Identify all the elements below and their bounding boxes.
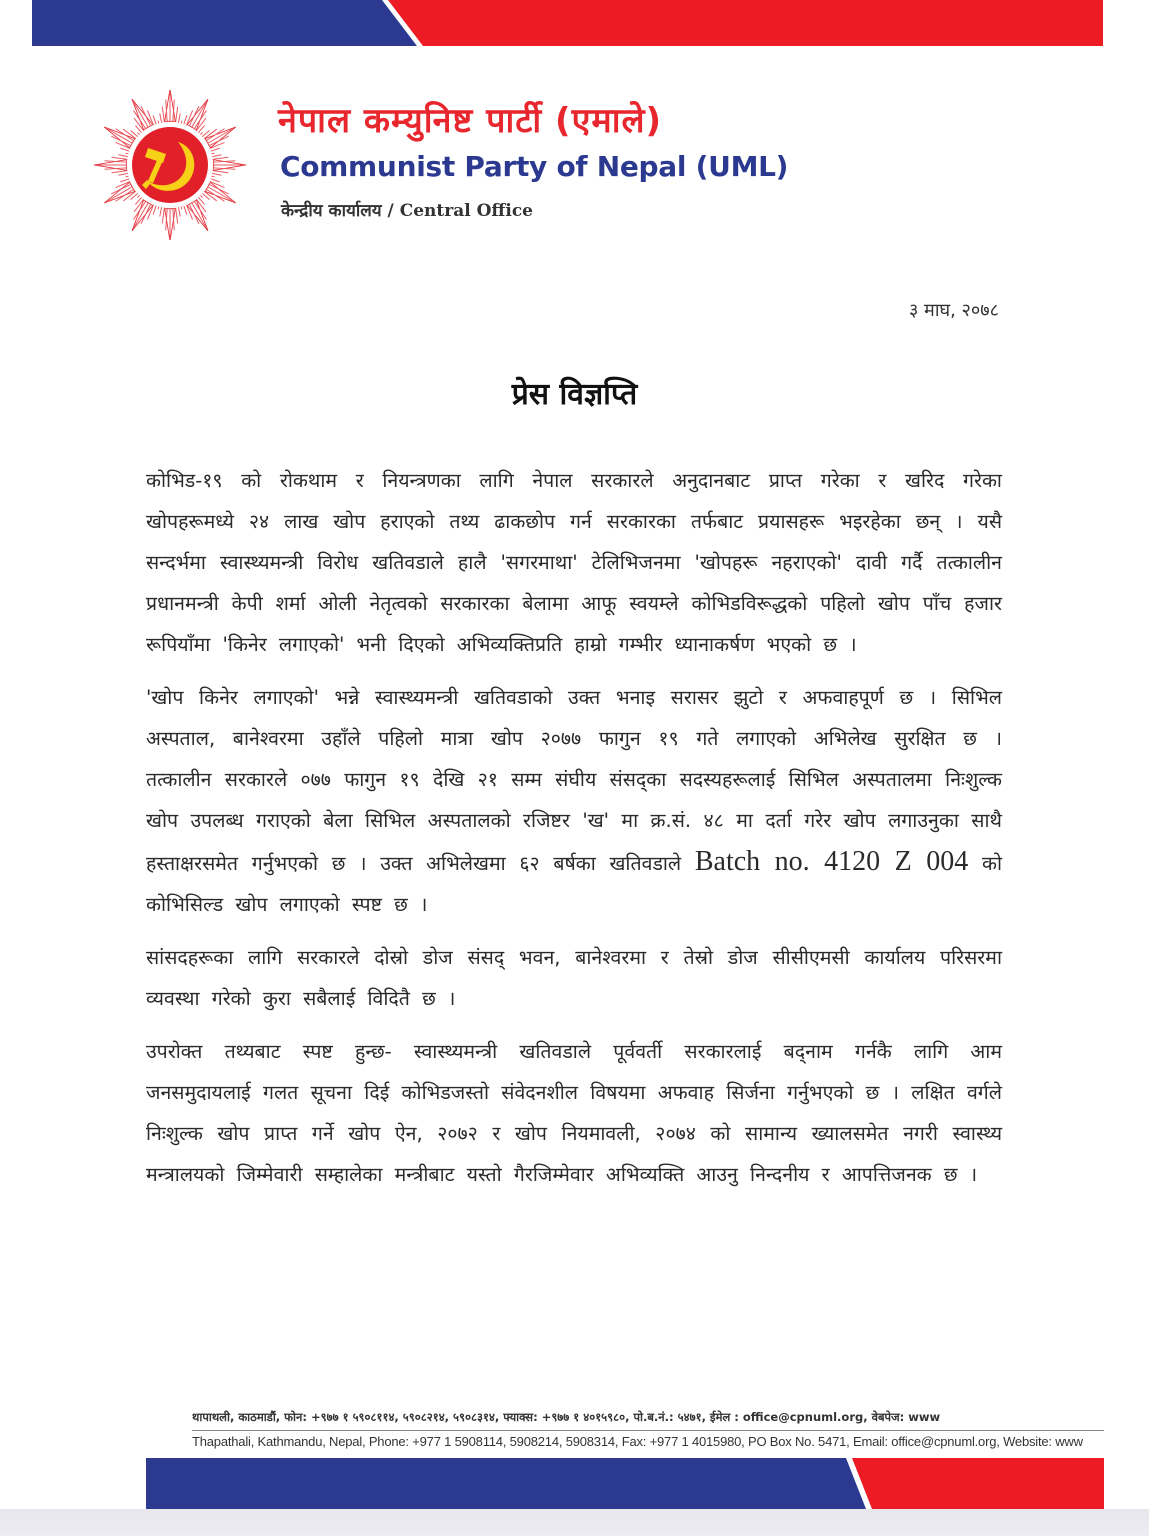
header-color-band: [32, 0, 1103, 46]
document-title: प्रेस विज्ञप्ति: [511, 377, 638, 412]
sun-ray: [212, 153, 215, 154]
sun-ray: [166, 208, 167, 230]
sun-ray: [178, 207, 180, 216]
sun-ray: [213, 157, 229, 159]
sun-ray: [153, 206, 156, 215]
sun-ray: [160, 114, 162, 123]
logo-red-disc: [132, 127, 208, 203]
sun-ray: [184, 115, 187, 124]
sun-ray: [200, 195, 202, 197]
sun-ray: [115, 181, 130, 187]
sun-ray: [147, 205, 153, 220]
sun-ray: [115, 142, 130, 148]
sun-ray: [137, 195, 139, 197]
sun-ray: [153, 115, 156, 124]
sun-ray: [212, 173, 221, 175]
sun-ray: [176, 107, 178, 123]
page-bottom-shadow: [0, 1509, 1149, 1536]
footer-band-blue: [146, 1458, 866, 1509]
sun-ray: [126, 176, 129, 177]
party-logo: [86, 90, 254, 240]
sun-ray: [126, 153, 129, 154]
sun-ray: [184, 206, 187, 215]
paragraph-2-text: 'खोप किनेर लगाएको' भन्ने स्वास्थ्यमन्त्री खतिवडाको उक्त भनाइ सरासर झुटो र अफवाहपूर्ण छ । सिभिल अस्पताल, बानेश्वरमा उहाँले पहिलो मात्रा खोप २०७७ फागुन १९ गते लगाएको अभिलेख सुरक्षित छ । तत्कालीन सरकारले ०७७ फागुन १९ देखि २१ सम्म संघीय संसद्का सदस्यहरूलाई सिभिल अस्पतालमा निःशुल्क खोप उपलब्ध गराएको बेला सिभिल अस्पतालको रजिष्टर 'ख' मा क्र.सं. ४८ मा दर्ता गरेर खोप लगाउनुका साथै हस्ताक्षरसमेत गर्नुभएको छ । उक्त अभिलेखमा ६२ बर्षका खतिवडाले: [146, 686, 1002, 875]
sun-ray: [176, 208, 178, 224]
document-body: [146, 460, 1002, 1207]
sun-ray: [212, 176, 215, 177]
sun-ray: [186, 205, 192, 220]
sun-ray: [173, 208, 174, 230]
sun-ray: [212, 155, 221, 157]
sun-ray: [181, 121, 182, 124]
sun-ray: [158, 207, 159, 210]
sun-ray: [112, 171, 128, 173]
office-label: [281, 198, 533, 221]
sun-ray: [147, 110, 153, 125]
sun-ray: [112, 157, 128, 159]
document-date: ३ माघ, २०७८: [908, 300, 999, 321]
paragraph-3: सांसदहरूका लागि सरकारले दोस्रो डोज संसद् भवन, बानेश्वरमा र तेस्रो डोज सीसीएमसी कार्यालय परिसरमा व्यवस्था गरेको कुरा सबैलाई विदितै छ ।: [146, 946, 1002, 1010]
sun-ray: [162, 107, 164, 123]
sun-ray: [210, 181, 225, 187]
sun-ray: [160, 207, 162, 216]
footer-divider: [192, 1430, 1104, 1431]
sun-ray: [173, 100, 174, 122]
sun-ray: [213, 168, 235, 169]
sun-ray: [166, 100, 167, 122]
party-name-nepali: नेपाल कम्युनिष्ट पार्टी (एमाले): [278, 101, 663, 141]
paragraph-2: [146, 677, 1002, 925]
header-band-red: [388, 0, 1103, 46]
sun-ray: [210, 142, 225, 148]
sun-ray: [105, 161, 127, 162]
sun-ray: [178, 114, 180, 123]
header-band-blue: [32, 0, 417, 46]
sun-ray: [213, 171, 229, 173]
sun-ray: [119, 173, 128, 175]
office-label-english: Central Office: [399, 201, 533, 221]
sun-ray: [200, 132, 202, 134]
paragraph-1: कोभिड-१९ को रोकथाम र नियन्त्रणका लागि नेपाल सरकारले अनुदानबाट प्राप्त गरेका र खरिद गरेका खोपहरूमध्ये २४ लाख खोप हराएको तथ्य ढाकछोप गर्न सरकारका तर्फबाट प्रयासहरू भइरहेका छन् । यसै सन्दर्भमा स्वास्थ्यमन्त्री विरोध खतिवडाले हालै 'सगरमाथा' टेलिभिजनमा 'खोपहरू नहराएको' दावी गर्दै तत्कालीन प्रधानमन्त्री केपी शर्मा ओली नेतृत्वको सरकारका बेलामा आफू स्वयम्ले कोभिडविरूद्धको पहिलो खोप पाँच हजार रूपियाँमा 'किनेर लगाएको' भनी दिएको अभिव्यक्तिप्रति हाम्रो गम्भीर ध्यानाकर्षण भएको छ ।: [146, 469, 1002, 656]
footer-contact-nepali: थापाथली, काठमाडौं, फोन: +९७७ १ ५९०८११४, ५९०८२१४, ५९०८३१४, फ्याक्स: +९७७ १ ४०१५९८०, पो.ब.नं.: ५४७१, ईमेल : office@cpnuml.org, वेबपेज: www: [192, 1410, 941, 1424]
sun-ray: [137, 132, 139, 134]
sun-ray: [120, 148, 129, 151]
sun-ray: [186, 110, 192, 125]
office-label-nepali: केन्द्रीय कार्यालय: [281, 201, 382, 221]
sun-ray: [120, 179, 129, 182]
sun-ray: [211, 179, 220, 182]
paragraph-4: उपरोक्त तथ्यबाट स्पष्ट हुन्छ- स्वास्थ्यमन्त्री खतिवडाले पूर्ववर्ती सरकारलाई बद्नाम गर्नकै लागि आम जनसमुदायलाई गलत सूचना दिई कोभिडजस्तो संवेदनशील विषयमा अफवाह सिर्जना गर्नुभएको छ । लक्षित वर्गले निःशुल्क खोप प्राप्त गर्ने खोप ऐन, २०७२ र खोप नियमावली, २०७४ को सामान्य ख्यालसमेत नगरी स्वास्थ्य मन्त्रालयको जिम्मेवारी सम्हालेका मन्त्रीबाट यस्तो गैरजिम्मेवार अभिव्यक्ति आउनु निन्दनीय र आपत्तिजनक छ ।: [146, 1040, 1002, 1186]
footer-band-red: [852, 1458, 1104, 1509]
party-name-english: Communist Party of Nepal (UML): [280, 150, 789, 183]
paragraph-2-tail: को कोभिसिल्ड खोप लगाएको स्पष्ट छ ।: [146, 852, 1003, 916]
footer-color-band: [146, 1458, 1104, 1509]
sun-ray: [211, 148, 220, 151]
sun-ray: [105, 168, 127, 169]
footer-contact-english: Thapathali, Kathmandu, Nepal, Phone: +977 1 5908114, 5908214, 5908314, Fax: +977 1 4015980, PO Box No. 5471, Email: office@cpnuml.org, Website: www: [192, 1434, 1083, 1449]
batch-number: Batch no. 4120 Z 004: [694, 846, 969, 877]
sun-ray: [162, 208, 164, 224]
sun-ray: [158, 121, 159, 124]
sun-ray: [119, 155, 128, 157]
sun-ray: [181, 207, 182, 210]
sun-ray: [213, 161, 235, 162]
office-separator: /: [381, 201, 400, 221]
